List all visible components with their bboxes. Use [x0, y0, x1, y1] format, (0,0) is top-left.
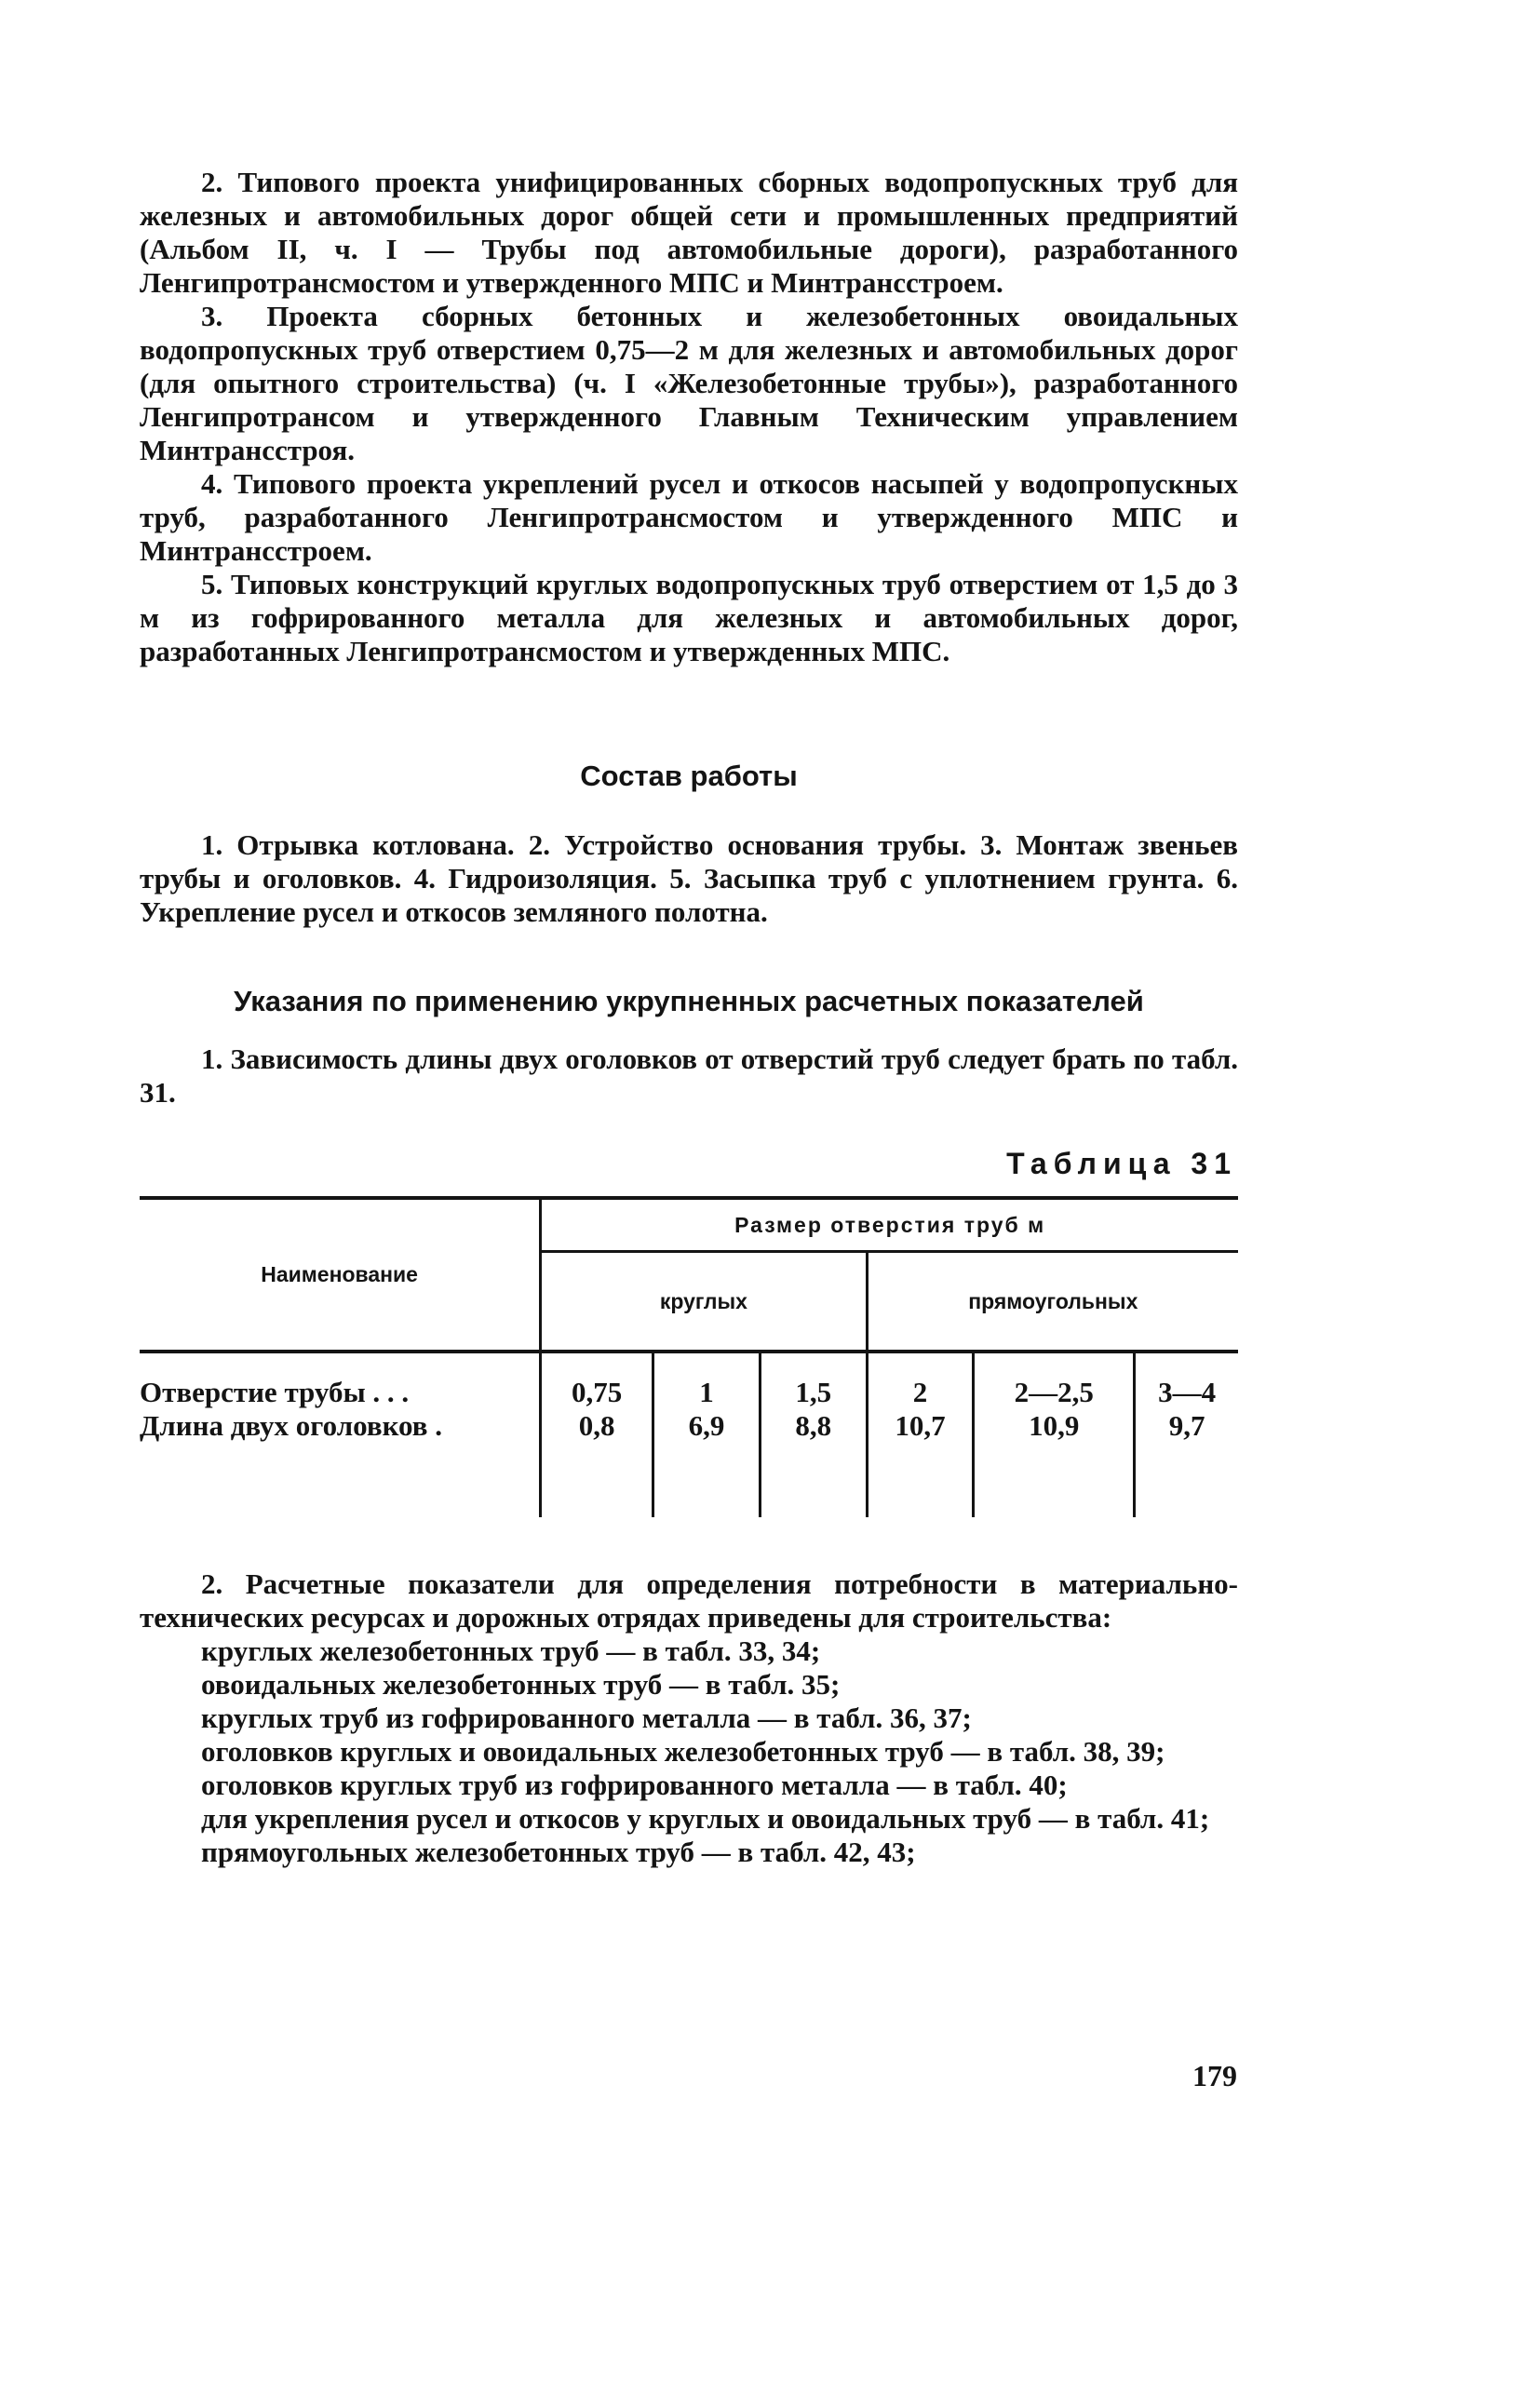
- table-cell: 1,5 8,8: [760, 1352, 867, 1443]
- paragraph-item-2: 2. Типового проекта унифицированных сборных водопропускных труб для железных и автомобильных дорог общей сети и промышленных предприятий (Альбом II, ч. I — Трубы под автомобильные дороги), разработанного Ленгипротрансмостом и утвержденного МПС и Минтрансстроем.: [140, 166, 1238, 299]
- list-item: для укрепления русел и откосов у круглых и овоидальных труб — в табл. 41;: [201, 1802, 1210, 1835]
- subheader-rect: прямоугольных: [867, 1252, 1238, 1352]
- instructions-section: [140, 985, 1238, 1110]
- table-cell: 2 10,7: [867, 1352, 974, 1443]
- list-item: овоидальных железобетонных труб — в табл. 35;: [201, 1668, 841, 1701]
- table-caption: Таблица 31: [1006, 1147, 1237, 1180]
- table-cell: 3—4 9,7: [1135, 1352, 1238, 1443]
- work-composition-text: 1. Отрывка котлована. 2. Устройство основания трубы. 3. Монтаж звеньев трубы и оголовков. 4. Гидроизоляция. 5. Засыпка труб с уплотнением грунта. 6. Укрепление русел и откосов земляного полотна.: [140, 828, 1238, 928]
- instruction-2-intro: 2. Расчетные показатели для определения потребности в материально-технических ресурсах и дорожных отрядах приведены для строительства:: [140, 1567, 1238, 1634]
- col-header-name: Наименование: [140, 1198, 541, 1352]
- work-section: [140, 760, 1238, 929]
- table-cell: 1 6,9: [653, 1352, 761, 1443]
- row1-label: Отверстие трубы . . .: [140, 1376, 410, 1408]
- list-item: оголовков круглых труб из гофрированного металла — в табл. 40;: [201, 1769, 1068, 1801]
- table-31: [140, 1196, 1238, 1517]
- page-number: 179: [1192, 2059, 1237, 2092]
- table-cell: 0,75 0,8: [541, 1352, 653, 1443]
- list-item: круглых труб из гофрированного металла — в табл. 36, 37;: [201, 1702, 972, 1734]
- heading-instructions: Указания по применению укрупненных расчетных показателей: [234, 985, 1144, 1017]
- heading-work-composition: Состав работы: [580, 760, 798, 792]
- intro-paragraphs: [140, 166, 1238, 668]
- row-label-opening: [140, 1352, 541, 1443]
- instruction-1: 1. Зависимость длины двух оголовков от отверстий труб следует брать по табл. 31.: [140, 1043, 1238, 1109]
- table-cell: 2—2,5 10,9: [974, 1352, 1135, 1443]
- paragraph-item-5: 5. Типовых конструкций круглых водопропускных труб отверстием от 1,5 до 3 м из гофрированного металла для железных и автомобильных дорог, разработанных Ленгипротрансмостом и утвержденных МПС.: [140, 568, 1238, 667]
- list-item: оголовков круглых и овоидальных железобетонных труб — в табл. 38, 39;: [201, 1735, 1165, 1768]
- instruction-2-section: [140, 1567, 1238, 1869]
- list-item: прямоугольных железобетонных труб — в табл. 42, 43;: [201, 1836, 916, 1868]
- paragraph-item-4: 4. Типового проекта укреплений русел и откосов насыпей у водопропускных труб, разработанного Ленгипротрансмостом и утвержденного МПС и Минтрансстроем.: [140, 467, 1238, 567]
- list-item: круглых железобетонных труб — в табл. 33, 34;: [201, 1634, 821, 1667]
- paragraph-item-3: 3. Проекта сборных бетонных и железобетонных овоидальных водопропускных труб отверстием 0,75—2 м для железных и автомобильных дорог (для опытного строительства) (ч. I «Железобетонные трубы»), разработанного Ленгипротрансом и утвержденного Главным Техническим управлением Минтрансстроя.: [140, 300, 1238, 466]
- subheader-round: круглых: [541, 1252, 867, 1352]
- row2-label: Длина двух оголовков .: [140, 1409, 442, 1442]
- col-header-size-group: Размер отверстия труб м: [541, 1198, 1238, 1252]
